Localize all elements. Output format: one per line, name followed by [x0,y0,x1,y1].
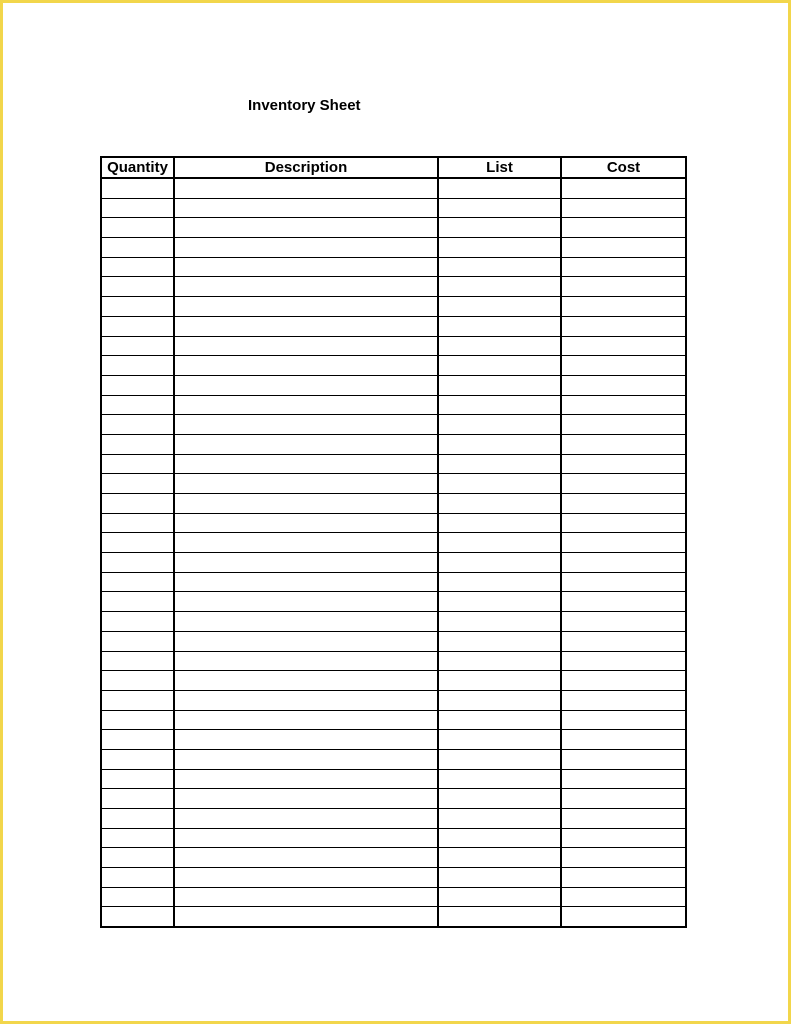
cell-quantity [101,198,174,218]
cell-cost [561,907,686,927]
cell-cost [561,651,686,671]
cell-cost [561,257,686,277]
cell-cost [561,316,686,336]
table-row [101,238,686,258]
cell-cost [561,592,686,612]
table-row [101,690,686,710]
cell-cost [561,336,686,356]
cell-quantity [101,809,174,829]
cell-list [438,356,561,376]
cell-cost [561,710,686,730]
cell-quantity [101,789,174,809]
cell-cost [561,749,686,769]
cell-list [438,848,561,868]
table-row [101,710,686,730]
cell-cost [561,572,686,592]
table-row [101,612,686,632]
cell-list [438,868,561,888]
cell-description [174,848,438,868]
table-row [101,178,686,198]
cell-cost [561,887,686,907]
table-body [101,178,686,927]
cell-cost [561,730,686,750]
cell-list [438,297,561,317]
cell-quantity [101,572,174,592]
cell-cost [561,395,686,415]
cell-list [438,178,561,198]
cell-list [438,375,561,395]
cell-list [438,336,561,356]
cell-list [438,218,561,238]
cell-description [174,297,438,317]
cell-description [174,474,438,494]
cell-description [174,238,438,258]
table-row [101,553,686,573]
table-row [101,356,686,376]
table-header-row [101,157,686,178]
cell-quantity [101,828,174,848]
cell-cost [561,631,686,651]
table-row [101,671,686,691]
cell-list [438,592,561,612]
cell-quantity [101,494,174,514]
cell-description [174,513,438,533]
cell-quantity [101,671,174,691]
cell-cost [561,671,686,691]
table-row [101,533,686,553]
cell-quantity [101,848,174,868]
cell-quantity [101,533,174,553]
cell-description [174,730,438,750]
cell-description [174,887,438,907]
cell-quantity [101,907,174,927]
cell-quantity [101,434,174,454]
table-row [101,415,686,435]
cell-description [174,454,438,474]
table-row [101,789,686,809]
cell-list [438,749,561,769]
cell-description [174,612,438,632]
cell-description [174,769,438,789]
table-row [101,592,686,612]
cell-description [174,356,438,376]
cell-quantity [101,730,174,750]
cell-quantity [101,356,174,376]
cell-list [438,533,561,553]
table-row [101,395,686,415]
table-row [101,828,686,848]
cell-list [438,257,561,277]
cell-description [174,671,438,691]
cell-description [174,631,438,651]
cell-description [174,257,438,277]
cell-list [438,572,561,592]
table-row [101,336,686,356]
table-row [101,494,686,514]
cell-list [438,454,561,474]
table-row [101,257,686,277]
cell-description [174,690,438,710]
cell-quantity [101,277,174,297]
cell-quantity [101,631,174,651]
column-header-cost: Cost [561,157,686,178]
cell-list [438,513,561,533]
table-row [101,277,686,297]
cell-description [174,218,438,238]
inventory-table [100,156,687,928]
table-row [101,454,686,474]
cell-description [174,533,438,553]
cell-list [438,474,561,494]
table-row [101,769,686,789]
cell-list [438,730,561,750]
cell-quantity [101,710,174,730]
table-row [101,631,686,651]
cell-quantity [101,395,174,415]
table-row [101,474,686,494]
cell-cost [561,690,686,710]
table-row [101,218,686,238]
cell-description [174,375,438,395]
cell-quantity [101,513,174,533]
table-row [101,809,686,829]
cell-cost [561,612,686,632]
cell-quantity [101,336,174,356]
cell-cost [561,553,686,573]
cell-description [174,178,438,198]
table-row [101,316,686,336]
cell-description [174,809,438,829]
cell-quantity [101,868,174,888]
cell-description [174,828,438,848]
cell-list [438,887,561,907]
cell-description [174,572,438,592]
table-row [101,907,686,927]
cell-description [174,553,438,573]
cell-cost [561,809,686,829]
cell-cost [561,769,686,789]
cell-list [438,612,561,632]
cell-description [174,415,438,435]
cell-cost [561,494,686,514]
table-row [101,749,686,769]
cell-quantity [101,238,174,258]
cell-description [174,395,438,415]
column-header-quantity: Quantity [101,157,174,178]
cell-cost [561,454,686,474]
cell-quantity [101,218,174,238]
table-row [101,868,686,888]
cell-description [174,651,438,671]
cell-quantity [101,592,174,612]
cell-cost [561,178,686,198]
cell-list [438,828,561,848]
cell-quantity [101,690,174,710]
cell-list [438,690,561,710]
cell-cost [561,789,686,809]
cell-list [438,415,561,435]
cell-cost [561,198,686,218]
column-header-description: Description [174,157,438,178]
table-row [101,887,686,907]
cell-list [438,651,561,671]
cell-quantity [101,749,174,769]
cell-list [438,494,561,514]
cell-cost [561,375,686,395]
cell-description [174,316,438,336]
cell-list [438,277,561,297]
cell-description [174,789,438,809]
cell-description [174,494,438,514]
table-row [101,651,686,671]
cell-cost [561,415,686,435]
cell-quantity [101,887,174,907]
cell-list [438,238,561,258]
cell-quantity [101,612,174,632]
cell-cost [561,277,686,297]
cell-description [174,710,438,730]
cell-list [438,769,561,789]
cell-cost [561,218,686,238]
column-header-list: List [438,157,561,178]
cell-quantity [101,297,174,317]
cell-cost [561,828,686,848]
cell-description [174,198,438,218]
cell-cost [561,297,686,317]
table-row [101,434,686,454]
cell-cost [561,474,686,494]
table-row [101,297,686,317]
cell-cost [561,434,686,454]
table-row [101,572,686,592]
cell-list [438,198,561,218]
cell-quantity [101,769,174,789]
cell-cost [561,238,686,258]
cell-quantity [101,474,174,494]
cell-cost [561,533,686,553]
cell-cost [561,513,686,533]
cell-quantity [101,375,174,395]
cell-description [174,907,438,927]
cell-cost [561,868,686,888]
cell-list [438,907,561,927]
table-row [101,375,686,395]
cell-list [438,631,561,651]
cell-list [438,809,561,829]
table-row [101,513,686,533]
table-row [101,198,686,218]
cell-quantity [101,178,174,198]
cell-quantity [101,553,174,573]
table-row [101,848,686,868]
table-row [101,730,686,750]
cell-quantity [101,454,174,474]
cell-list [438,553,561,573]
cell-list [438,710,561,730]
cell-list [438,434,561,454]
cell-quantity [101,257,174,277]
cell-description [174,749,438,769]
cell-list [438,316,561,336]
cell-list [438,395,561,415]
cell-quantity [101,415,174,435]
cell-description [174,592,438,612]
cell-cost [561,356,686,376]
cell-description [174,434,438,454]
cell-quantity [101,316,174,336]
cell-description [174,277,438,297]
cell-quantity [101,651,174,671]
cell-description [174,336,438,356]
cell-description [174,868,438,888]
cell-cost [561,848,686,868]
cell-list [438,671,561,691]
page-title: Inventory Sheet [248,97,361,114]
cell-list [438,789,561,809]
